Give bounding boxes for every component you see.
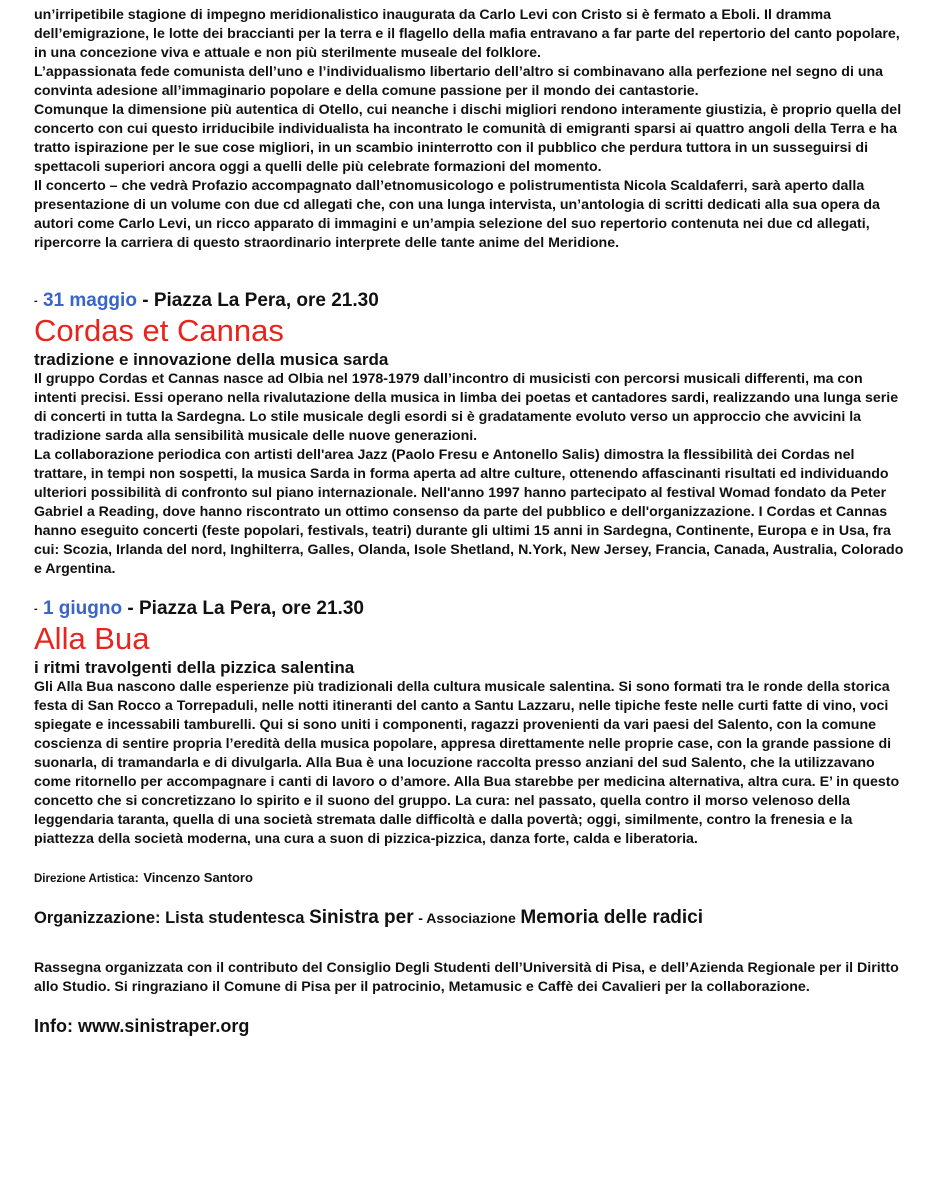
event-alla-bua xyxy=(34,597,904,849)
paragraph: un’irripetibile stagione di impegno meridionalistico inaugurata da Carlo Levi con Cristo si è fermato a Eboli. Il dramma dell’emigrazione, le lotte dei braccianti per la terra e il flagello della mafia entravano a far parte del repertorio del canto popolare, in una concezione viva e attuale e non più sterilmente museale del folklore. xyxy=(34,7,900,61)
direction-colon: : xyxy=(134,870,139,886)
paragraph: Il gruppo Cordas et Cannas nasce ad Olbia nel 1978-1979 dall’incontro di musicisti con percorsi musicali differenti, ma con intenti precisi. Essi operano nella rivalutazione della musica in limba dei poetas et cantadores sardi, realizzando una lunga serie di concerti in tutta la Sardegna. Lo stile musicale degli esordi si è gradatamente evoluto verso un approccio che avvicini la tradizione sarda alla sensibilità musicale delle nuove generazioni. xyxy=(34,371,899,445)
event-subtitle: tradizione e innovazione della musica sarda xyxy=(34,350,389,370)
paragraph: Comunque la dimensione più autentica di Otello, cui neanche i dischi migliori rendono interamente giustizia, è proprio quella del concerto con cui questo irriducibile individualista ha incontrato le comunità di emigranti sparsi ai quattro angoli della Terra e ha tratto ispirazione per le sue cose migliori, in un scambio ininterrotto con il pubblico che perdura tuttora in un susseguirsi di spettacoli superiori ancora oggi a quelli delle più celebrate formazioni del momento. xyxy=(34,102,902,175)
organization-name-memoria: Memoria delle radici xyxy=(520,907,704,929)
direction-label: Direzione Artistica xyxy=(34,873,135,886)
organization-label: Organizzazione: Lista studentesca xyxy=(34,909,305,928)
organization-separator: - Associazione xyxy=(418,910,516,927)
info-link[interactable]: Info: www.sinistraper.org xyxy=(34,1016,250,1037)
paragraph: Il concerto – che vedrà Profazio accompagnato dall’etnomusicologo e polistrumentista Nicola Scaldaferri, sarà aperto dalla presentazione di un volume con due cd allegati che, con una lunga intervista, un’antologia di scritti dedicati alla sua opera da autori come Carlo Levi, un ricco apparato di immagini e un’ampia selezione del suo repertorio contenuta nei due cd allegati, ripercorre la carriera di questo straordinario interprete delle tante anime del Meridione. xyxy=(34,178,880,251)
direction-name: Vincenzo Santoro xyxy=(143,870,253,886)
event-title: Cordas et Cannas xyxy=(34,313,284,349)
event-subtitle: i ritmi travolgenti della pizzica salentina xyxy=(34,658,355,678)
event-header xyxy=(34,597,904,621)
paragraph: Gli Alla Bua nascono dalle esperienze più tradizionali della cultura musicale salentina. Si sono formati tra le ronde della storica festa di San Rocco a Torrepaduli, nelle notti itineranti del canto a Santu Lazzaru, nelle tipiche feste nelle curti fatte di vino, voci spiegate e incessabili tamburelli. Qui si sono uniti i componenti, ragazzi provenienti da vari paesi del Salento, con la comune coscienza di sentire propria l’eredità della musica popolare, appresa direttamente nelle proprie case, con la grande passione di suonarla, di tramandarla e di divulgarla. Alla Bua è una locuzione raccolta presso anziani del sud Salento, che la utilizzavano come ritornello per accompagnare i canti di lavoro o d’amore. Alla Bua starebbe per medicina alternativa, altra cura. E’ in questo concetto che si concretizzano lo spirito e il suono del gruppo. La cura: nel passato, quella contro il morso velenoso della leggendaria taranta, quella di una società stremata dalle difficoltà e dalla povertà; oggi, similmente, contro la frenesia e la piattezza della società moderna, una cura a suon di pizzica-pizzica, danza forte, calda e liberatoria. xyxy=(34,679,900,848)
intro-section xyxy=(34,6,904,253)
event-venue: - Piazza La Pera, ore 21.30 xyxy=(127,598,364,620)
footer-credits: Rassegna organizzata con il contributo del Consiglio Degli Studenti dell’Università di Pisa, e dell’Azienda Regionale per il Diritto allo Studio. Si ringraziano il Comune di Pisa per il patrocinio, Metamusic e Caffè dei Cavalieri per la collaborazione. xyxy=(34,960,899,996)
bullet-dash: - xyxy=(34,603,38,616)
event-date: 31 maggio xyxy=(42,290,137,312)
organization-line xyxy=(34,907,904,929)
bullet-dash: - xyxy=(34,295,38,307)
event-venue: - Piazza La Pera, ore 21.30 xyxy=(142,290,379,312)
organization-name-sinistra-per: Sinistra per xyxy=(309,907,414,929)
artistic-direction xyxy=(34,869,904,887)
paragraph: L’appassionata fede comunista dell’uno e l’individualismo libertario dell’altro si combinavano alla perfezione nel segno di una convinta adesione all’immaginario popolare e della comune passione per il mondo dei cantastorie. xyxy=(34,64,884,99)
event-title: Alla Bua xyxy=(34,621,150,657)
event-cordas-et-cannas xyxy=(34,289,904,579)
event-date: 1 giugno xyxy=(42,598,123,620)
event-header xyxy=(34,289,904,313)
paragraph: La collaborazione periodica con artisti dell'area Jazz (Paolo Fresu e Antonello Salis) dimostra la flessibilità dei Cordas nel trattare, in tempi non sospetti, la musica Sarda in forma aperta ad altre culture, ottenendo affascinanti risultati ed individuando ulteriori possibilità di confronto sul piano internazionale. Nell'anno 1997 hanno partecipato al festival Womad fondato da Peter Gabriel a Reading, dove hanno riscontrato un ottimo consenso da parte del pubblico e dell'organizzazione. I Cordas et Cannas hanno eseguito concerti (feste popolari, festivals, teatri) durante gli ultimi 15 anni in Sardegna, Continente, Europa e in Usa, fra cui: Scozia, Irlanda del nord, Inghilterra, Galles, Olanda, Isole Shetland, N.York, New Jersey, Francia, Canada, Australia, Colorado e Argentina. xyxy=(34,447,904,578)
document-page xyxy=(34,6,904,1037)
